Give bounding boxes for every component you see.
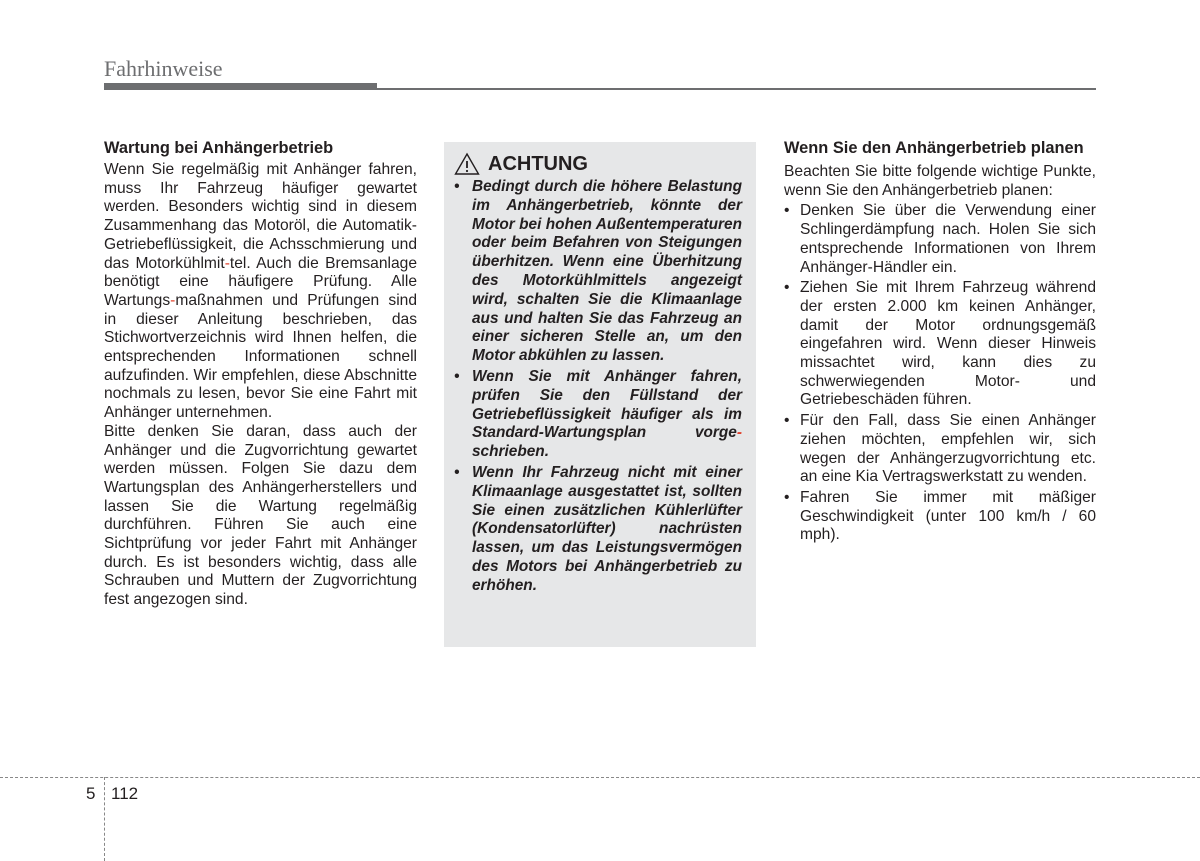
planning-item	[784, 279, 1096, 410]
planning-list	[784, 202, 1096, 545]
warning-item	[454, 368, 742, 462]
right-column	[784, 139, 1096, 545]
warning-box	[444, 142, 756, 647]
maintenance-text-c: maßnahmen und Prüfungen sind in dieser Anleitung beschrieben, das Stichwortverzeichnis wird Ihnen helfen, die entsprechenden Informationen schnell aufzufinden. Wir empfehlen, diese Abschnitte nochmals zu lesen, bevor Sie eine Fahrt mit Anhänger unternehmen.	[104, 291, 417, 422]
bullet-mark: •	[784, 412, 790, 430]
footer-divider	[0, 777, 1200, 778]
warning-item-text-cont: schrieben.	[472, 443, 549, 461]
bullet-mark: •	[454, 367, 460, 385]
maintenance-heading: Wartung bei Anhängerbetrieb	[104, 139, 334, 157]
page-number: 112	[111, 784, 139, 803]
planning-item-text: Fahren Sie immer mit mäßiger Geschwindigkeit (unter 100 km/h / 60 mph).	[800, 488, 1096, 544]
section-title: Fahrhinweise	[104, 56, 223, 81]
warning-list	[454, 178, 742, 598]
planning-item	[784, 412, 1096, 487]
maintenance-text-b: tel. Auch die Bremsanlage benötigt eine häufigere Prüfung. Alle Wartungs	[104, 254, 417, 309]
hyphen-mark: -	[736, 424, 742, 442]
header-rule-thin	[377, 88, 1096, 90]
warning-item	[454, 464, 742, 596]
planning-item-text: Ziehen Sie mit Ihrem Fahrzeug während der ersten 2.000 km keinen Anhänger, damit der Motor ordnungsgemäß eingefahren wird. Wenn dieser Hinweis missachtet wird, kann dies zu schwerwiegenden Motor- und Getriebeschäden führen.	[800, 279, 1096, 409]
warning-title: ACHTUNG	[488, 153, 588, 175]
chapter-number: 5	[86, 784, 96, 803]
bullet-mark: •	[784, 202, 790, 220]
hyphen-mark: -	[224, 254, 230, 272]
warning-item-text: Bedingt durch die höhere Belastung im Anhängerbetrieb, könnte der Motor bei hohen Außentemperaturen oder beim Befahren von Steigungen überhitzen. Wenn eine Überhitzung des Motorkühlmittels angezeigt wird, schalten Sie die Klimaanlage aus und halten Sie das Fahrzeug an einer sicheren Stelle an, um den Motor abkühlen zu lassen.	[472, 178, 742, 365]
planning-intro: Beachten Sie bitte folgende wichtige Punkte, wenn Sie den Anhängerbetrieb planen:	[784, 163, 1096, 199]
maintenance-paragraph-1	[104, 161, 417, 423]
warning-header	[454, 152, 588, 176]
planning-item	[784, 489, 1096, 545]
planning-item-text: Denken Sie über die Verwendung einer Schlingerdämpfung nach. Holen Sie sich entsprechende Informationen von Ihrem Anhänger-Händler ein.	[800, 202, 1096, 276]
bullet-mark: •	[454, 463, 460, 481]
bullet-mark: •	[454, 178, 460, 195]
warning-item	[454, 178, 742, 366]
planning-heading: Wenn Sie den Anhängerbetrieb planen	[784, 139, 1084, 157]
planning-item	[784, 202, 1096, 277]
maintenance-paragraph-2: Bitte denken Sie daran, dass auch der Anhänger und die Zugvorrichtung gewartet werden müssen. Folgen Sie dazu dem Wartungsplan des Anhängerherstellers und lassen Sie die Wartung regelmäßig durchführen. Führen Sie auch eine Sichtprüfung vor jeder Fahrt mit Anhänger durch. Es ist besonders wichtig, dass alle Schrauben und Muttern der Zugvorrichtung fest angezogen sind.	[104, 422, 417, 609]
footer-vertical-divider	[104, 777, 105, 861]
left-column	[104, 139, 417, 610]
header-rule-thick	[104, 83, 377, 90]
maintenance-text-a: Wenn Sie regelmäßig mit Anhänger fahren, muss Ihr Fahrzeug häufiger gewartet werden. Besonders wichtig sind in diesem Zusammenhang das Motoröl, die Automatik-Getriebeflüssigkeit, die Achsschmierung und das Motorkühlmit	[104, 161, 417, 272]
warning-item-text: Wenn Ihr Fahrzeug nicht mit einer Klimaanlage ausgestattet ist, sollten Sie einen zusätzlichen Kühlerlüfter (Kondensatorlüfter) nachrüsten lassen, um das Leistungsvermögen des Motors bei Anhängerbetrieb zu erhöhen.	[472, 463, 742, 594]
bullet-mark: •	[784, 279, 790, 297]
bullet-mark: •	[784, 488, 790, 506]
planning-item-text: Für den Fall, dass Sie einen Anhänger ziehen möchten, empfehlen wir, sich wegen der Anhängerzugvorrichtung etc. an eine Kia Vertragswerkstatt zu wenden.	[800, 412, 1096, 486]
warning-item-text: Wenn Sie mit Anhänger fahren, prüfen Sie den Füllstand der Getriebeflüssigkeit häufiger als im Standard-Wartungsplan vorge	[472, 367, 742, 442]
hyphen-mark: -	[170, 291, 176, 309]
warning-triangle-icon	[454, 152, 480, 176]
